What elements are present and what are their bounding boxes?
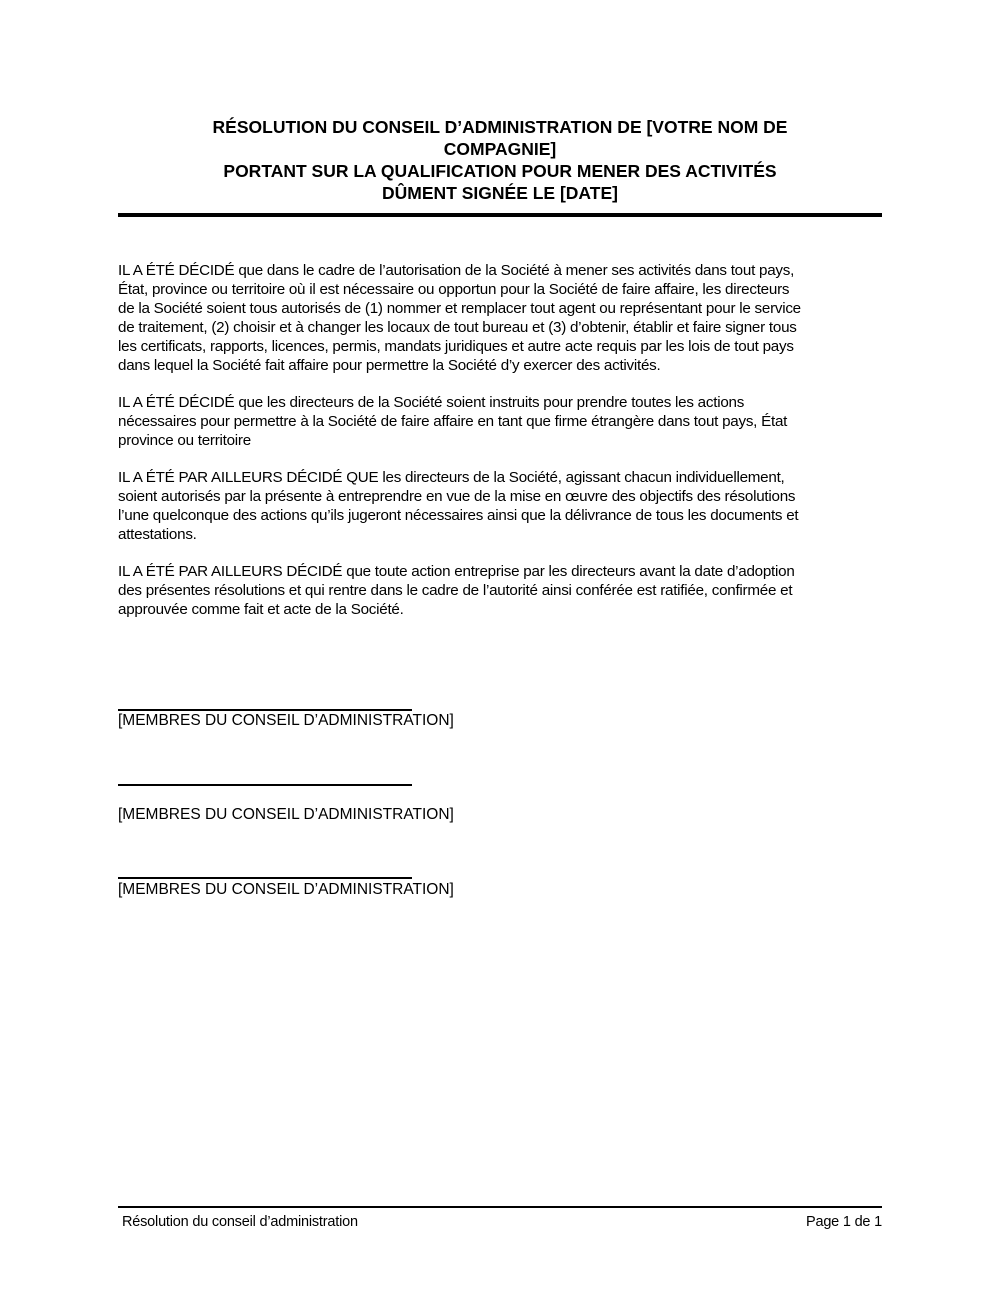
text-line: nécessaires pour permettre à la Société de faire affaire en tant que firme étrangère dans tout pays, État <box>118 413 788 430</box>
title-line: COMPAGNIE] <box>443 139 557 159</box>
text-line: province ou territoire <box>118 432 251 449</box>
text-line: approuvée comme fait et acte de la Société. <box>118 601 404 618</box>
footer-page-number: Page 1 de 1 <box>805 1214 882 1230</box>
document-title <box>118 116 882 204</box>
footer-document-name: Résolution du conseil d’administration <box>122 1214 358 1230</box>
text-line: l’une quelconque des actions qu’ils jugeront nécessaires ainsi que la délivrance de tous les documents et <box>118 507 799 524</box>
signature-line-2 <box>118 784 412 786</box>
signature-label-1: [MEMBRES DU CONSEIL D’ADMINISTRATION] <box>118 712 454 729</box>
signature-label-2: [MEMBRES DU CONSEIL D’ADMINISTRATION] <box>118 806 454 823</box>
paragraph-4 <box>118 562 888 619</box>
text-line: IL A ÉTÉ DÉCIDÉ que les directeurs de la Société soient instruits pour prendre toutes les actions <box>118 394 745 411</box>
signature-line-3 <box>118 877 412 879</box>
text-line: soient autorisés par la présente à entreprendre en vue de la mise en œuvre des objectifs des résolutions <box>118 488 796 505</box>
title-divider <box>118 213 882 217</box>
title-line: DÛMENT SIGNÉE LE [DATE] <box>382 183 618 203</box>
footer-divider <box>118 1206 882 1208</box>
text-line: de traitement, (2) choisir et à changer les locaux de tout bureau et (3) d’obtenir, établir et faire signer tous <box>118 319 797 336</box>
text-line: dans lequel la Société fait affaire pour permettre la Société d’y exercer des activités. <box>118 357 661 374</box>
text-line: des présentes résolutions et qui rentre dans le cadre de l’autorité ainsi conférée est ratifiée, confirmée et <box>118 582 793 599</box>
signature-label-3: [MEMBRES DU CONSEIL D’ADMINISTRATION] <box>118 881 454 898</box>
text-line: de la Société soient tous autorisés de (1) nommer et remplacer tout agent ou représentant pour le service <box>118 300 801 317</box>
title-line: PORTANT SUR LA QUALIFICATION POUR MENER DES ACTIVITÉS <box>223 161 777 181</box>
paragraph-1 <box>118 261 888 375</box>
text-line: État, province ou territoire où il est nécessaire ou opportun pour la Société de faire affaire, les directeurs <box>118 281 790 298</box>
text-line: IL A ÉTÉ PAR AILLEURS DÉCIDÉ que toute action entreprise par les directeurs avant la date d’adoption <box>118 563 795 580</box>
text-line: les certificats, rapports, licences, permis, mandats juridiques et autre acte requis par les lois de tout pays <box>118 338 794 355</box>
text-line: IL A ÉTÉ DÉCIDÉ que dans le cadre de l’autorisation de la Société à mener ses activités dans tout pays, <box>118 262 795 279</box>
text-line: IL A ÉTÉ PAR AILLEURS DÉCIDÉ QUE les directeurs de la Société, agissant chacun individuellement, <box>118 469 785 486</box>
paragraph-2 <box>118 393 888 450</box>
title-line: RÉSOLUTION DU CONSEIL D’ADMINISTRATION DE [VOTRE NOM DE <box>212 117 788 137</box>
text-line: attestations. <box>118 526 197 543</box>
paragraph-3 <box>118 468 888 544</box>
